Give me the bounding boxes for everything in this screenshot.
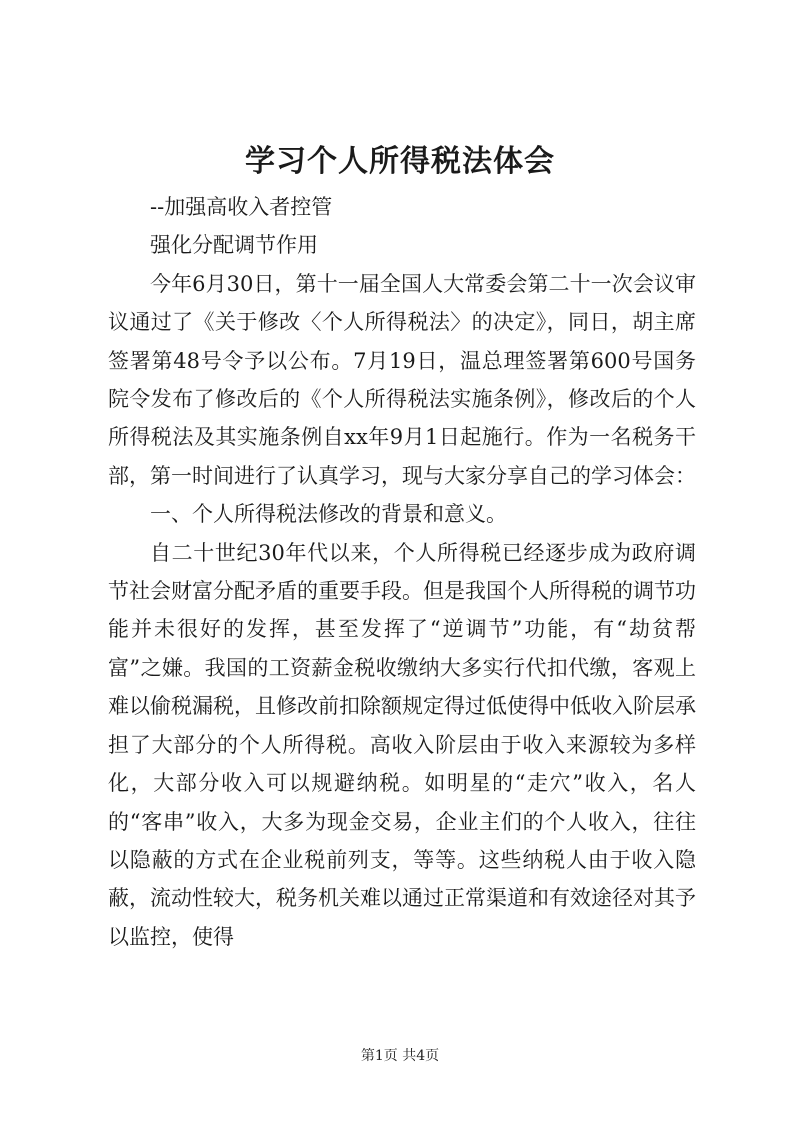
paragraph-intro: 今年6月30日，第十一届全国人大常委会第二十一次会议审议通过了《关于修改〈个人所得税法〉的决定》，同日，胡主席签署第48号令予以公布。7月19日，温总理签署第600号国务院令发布了修改后的《个人所得税法实施条例》，修改后的个人所得税法及其实施条例自xx年9月1日起施行。作为一名税务干部，第一时间进行了认真学习，现与大家分享自己的学习体会： — [108, 271, 696, 488]
page-footer: 第1页 共4页 — [360, 1048, 440, 1064]
subtitle-line-1: --加强高收入者控管 — [150, 195, 333, 219]
subtitle-line-2: 强化分配调节作用 — [150, 233, 318, 258]
page-title: 学习个人所得税法体会 — [245, 144, 555, 179]
section-heading: 一、个人所得税法修改的背景和意义。 — [150, 502, 507, 527]
document-body — [108, 188, 696, 956]
paragraph-background: 自二十世纪30年代以来，个人所得税已经逐步成为政府调节社会财富分配矛盾的重要手段。但是我国个人所得税的调节功能并未很好的发挥，甚至发挥了“逆调节”功能，有“劫贫帮富”之嫌。我国的工资薪金税收缴纳大多实行代扣代缴，客观上难以偷税漏税，且修改前扣除额规定得过低使得中低收入阶层承担了大部分的个人所得税。高收入阶层由于收入来源较为多样化，大部分收入可以规避纳税。如明星的“走穴”收入，名人的“客串”收入，大多为现金交易，企业主们的个人收入，往往以隐蔽的方式在企业税前列支，等等。这些纳税人由于收入隐蔽，流动性较大，税务机关难以通过正常渠道和有效途径对其予以监控，使得 — [108, 540, 696, 949]
